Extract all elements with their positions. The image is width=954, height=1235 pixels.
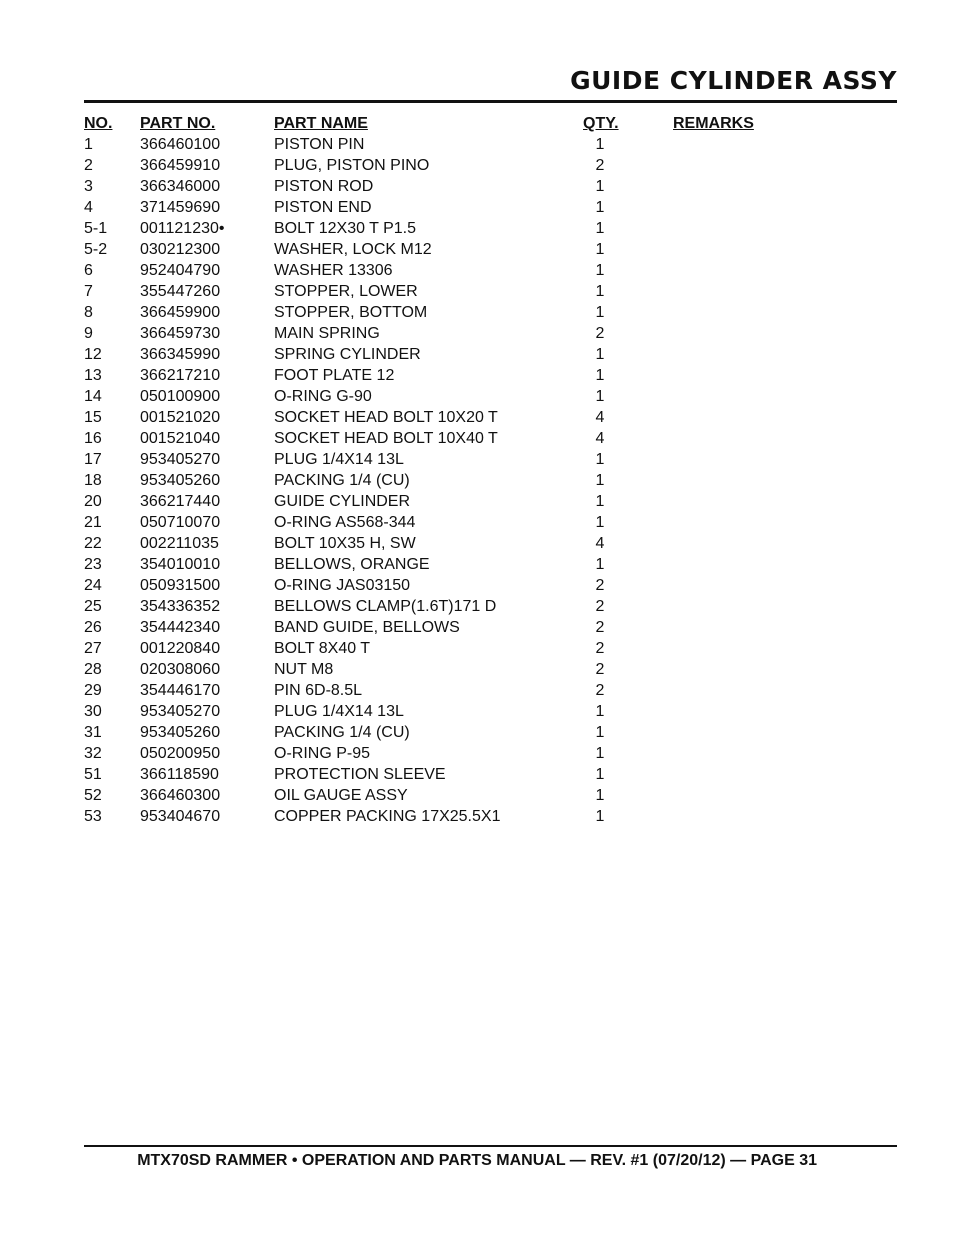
table-row xyxy=(84,575,897,596)
header-part-no: PART NO. xyxy=(140,115,216,132)
cell-no: 22 xyxy=(84,535,102,552)
table-row xyxy=(84,281,897,302)
cell-no: 53 xyxy=(84,808,102,825)
cell-part-name: STOPPER, LOWER xyxy=(274,283,418,300)
cell-qty: 2 xyxy=(595,598,605,615)
cell-no: 20 xyxy=(84,493,102,510)
cell-qty: 1 xyxy=(595,199,605,216)
cell-qty: 1 xyxy=(595,493,605,510)
cell-qty: 4 xyxy=(595,535,605,552)
cell-part-no: 354010010 xyxy=(140,556,221,573)
cell-part-name: BOLT 10X35 H, SW xyxy=(274,535,416,552)
cell-qty: 2 xyxy=(595,157,605,174)
header-remarks: REMARKS xyxy=(673,115,754,132)
cell-part-no: 953405260 xyxy=(140,724,221,741)
cell-part-name: SOCKET HEAD BOLT 10X20 T xyxy=(274,409,498,426)
table-row xyxy=(84,596,897,617)
cell-part-no: 366217210 xyxy=(140,367,221,384)
cell-part-no: 366346000 xyxy=(140,178,221,195)
cell-no: 32 xyxy=(84,745,102,762)
cell-no: 5-2 xyxy=(84,241,108,258)
cell-qty: 2 xyxy=(595,619,605,636)
cell-part-name: FOOT PLATE 12 xyxy=(274,367,395,384)
cell-no: 8 xyxy=(84,304,93,321)
cell-no: 5-1 xyxy=(84,220,108,237)
cell-part-name: BOLT 12X30 T P1.5 xyxy=(274,220,417,237)
cell-qty: 1 xyxy=(595,346,605,363)
table-row xyxy=(84,302,897,323)
cell-part-no: 001521020 xyxy=(140,409,221,426)
cell-qty: 1 xyxy=(595,808,605,825)
table-row xyxy=(84,491,897,512)
cell-qty: 1 xyxy=(595,283,605,300)
table-row xyxy=(84,365,897,386)
cell-part-name: COPPER PACKING 17X25.5X1 xyxy=(274,808,501,825)
table-row xyxy=(84,323,897,344)
cell-part-name: BAND GUIDE, BELLOWS xyxy=(274,619,460,636)
cell-part-no: 366345990 xyxy=(140,346,221,363)
table-row xyxy=(84,407,897,428)
header-no: NO. xyxy=(84,115,113,132)
cell-qty: 2 xyxy=(595,577,605,594)
cell-part-name: PROTECTION SLEEVE xyxy=(274,766,446,783)
cell-part-no: 050931500 xyxy=(140,577,221,594)
cell-no: 15 xyxy=(84,409,102,426)
cell-part-name: O-RING G-90 xyxy=(274,388,372,405)
cell-part-no: 953405270 xyxy=(140,451,221,468)
cell-part-no: 050710070 xyxy=(140,514,221,531)
cell-part-no: 354442340 xyxy=(140,619,221,636)
cell-part-name: STOPPER, BOTTOM xyxy=(274,304,428,321)
table-row xyxy=(84,134,897,155)
cell-part-name: PISTON PIN xyxy=(274,136,365,153)
title-rule xyxy=(84,100,897,103)
table-row xyxy=(84,659,897,680)
cell-part-name: PACKING 1/4 (CU) xyxy=(274,472,410,489)
table-row xyxy=(84,638,897,659)
cell-qty: 2 xyxy=(595,682,605,699)
cell-part-name: SPRING CYLINDER xyxy=(274,346,421,363)
cell-part-name: BELLOWS, ORANGE xyxy=(274,556,430,573)
cell-qty: 1 xyxy=(595,451,605,468)
cell-part-no: 366459900 xyxy=(140,304,221,321)
table-row xyxy=(84,344,897,365)
cell-part-no: 952404790 xyxy=(140,262,221,279)
parts-table xyxy=(84,113,897,827)
cell-part-no: 050100900 xyxy=(140,388,221,405)
cell-qty: 1 xyxy=(595,220,605,237)
cell-no: 13 xyxy=(84,367,102,384)
cell-part-no: 001521040 xyxy=(140,430,221,447)
cell-qty: 2 xyxy=(595,640,605,657)
cell-no: 17 xyxy=(84,451,102,468)
table-row xyxy=(84,218,897,239)
cell-qty: 1 xyxy=(595,745,605,762)
cell-part-no: 001220840 xyxy=(140,640,221,657)
cell-qty: 2 xyxy=(595,325,605,342)
cell-part-no: 020308060 xyxy=(140,661,221,678)
cell-part-no: 366459910 xyxy=(140,157,221,174)
cell-qty: 1 xyxy=(595,136,605,153)
cell-part-name: OIL GAUGE ASSY xyxy=(274,787,408,804)
cell-no: 28 xyxy=(84,661,102,678)
cell-part-name: PLUG, PISTON PINO xyxy=(274,157,430,174)
cell-no: 18 xyxy=(84,472,102,489)
cell-part-no: 366460100 xyxy=(140,136,221,153)
table-row xyxy=(84,764,897,785)
cell-part-name: PLUG 1/4X14 13L xyxy=(274,451,404,468)
cell-qty: 1 xyxy=(595,178,605,195)
cell-qty: 4 xyxy=(595,430,605,447)
cell-part-no: 355447260 xyxy=(140,283,221,300)
cell-no: 21 xyxy=(84,514,102,531)
table-row xyxy=(84,806,897,827)
cell-part-name: WASHER, LOCK M12 xyxy=(274,241,432,258)
cell-qty: 2 xyxy=(595,661,605,678)
table-row xyxy=(84,617,897,638)
table-row xyxy=(84,554,897,575)
table-row xyxy=(84,386,897,407)
cell-part-no: 354446170 xyxy=(140,682,221,699)
cell-no: 4 xyxy=(84,199,93,216)
cell-qty: 1 xyxy=(595,304,605,321)
cell-no: 2 xyxy=(84,157,93,174)
cell-no: 6 xyxy=(84,262,93,279)
cell-part-name: BOLT 8X40 T xyxy=(274,640,371,657)
header-qty: QTY. xyxy=(583,115,619,132)
cell-qty: 1 xyxy=(595,556,605,573)
cell-no: 27 xyxy=(84,640,102,657)
cell-qty: 1 xyxy=(595,787,605,804)
cell-no: 23 xyxy=(84,556,102,573)
cell-qty: 1 xyxy=(595,472,605,489)
cell-part-name: SOCKET HEAD BOLT 10X40 T xyxy=(274,430,498,447)
cell-part-no: 050200950 xyxy=(140,745,221,762)
cell-no: 3 xyxy=(84,178,93,195)
cell-no: 9 xyxy=(84,325,93,342)
cell-part-name: WASHER 13306 xyxy=(274,262,393,279)
table-row xyxy=(84,155,897,176)
table-row xyxy=(84,533,897,554)
cell-part-name: PISTON END xyxy=(274,199,372,216)
table-row xyxy=(84,701,897,722)
cell-part-no: 953405260 xyxy=(140,472,221,489)
cell-no: 14 xyxy=(84,388,102,405)
cell-part-name: GUIDE CYLINDER xyxy=(274,493,411,510)
cell-no: 31 xyxy=(84,724,102,741)
cell-part-no: 953405270 xyxy=(140,703,221,720)
cell-no: 30 xyxy=(84,703,102,720)
table-row xyxy=(84,197,897,218)
cell-qty: 1 xyxy=(595,703,605,720)
cell-qty: 1 xyxy=(595,241,605,258)
cell-no: 51 xyxy=(84,766,102,783)
cell-part-no: 366459730 xyxy=(140,325,221,342)
table-row xyxy=(84,239,897,260)
table-row xyxy=(84,785,897,806)
cell-no: 26 xyxy=(84,619,102,636)
cell-part-name: PLUG 1/4X14 13L xyxy=(274,703,404,720)
cell-part-name: MAIN SPRING xyxy=(274,325,380,342)
cell-no: 29 xyxy=(84,682,102,699)
table-row xyxy=(84,470,897,491)
cell-no: 16 xyxy=(84,430,102,447)
table-row xyxy=(84,512,897,533)
header-part-name: PART NAME xyxy=(274,115,368,132)
table-row xyxy=(84,176,897,197)
cell-part-no: 366118590 xyxy=(140,766,219,783)
cell-part-name: PISTON ROD xyxy=(274,178,374,195)
cell-qty: 1 xyxy=(595,724,605,741)
cell-part-name: NUT M8 xyxy=(274,661,334,678)
cell-part-no: 366460300 xyxy=(140,787,221,804)
cell-qty: 1 xyxy=(595,262,605,279)
cell-no: 12 xyxy=(84,346,102,363)
cell-part-name: PIN 6D-8.5L xyxy=(274,682,363,699)
cell-no: 25 xyxy=(84,598,102,615)
cell-part-no: 030212300 xyxy=(140,241,221,258)
cell-part-name: BELLOWS CLAMP(1.6T)171 D xyxy=(274,598,497,615)
cell-no: 1 xyxy=(84,136,93,153)
cell-part-no: 953404670 xyxy=(140,808,221,825)
footer-rule xyxy=(84,1145,897,1147)
cell-part-no: 366217440 xyxy=(140,493,221,510)
cell-no: 7 xyxy=(84,283,93,300)
page-title: GUIDE CYLINDER ASSY xyxy=(570,66,897,95)
cell-part-no: 002211035 xyxy=(140,535,219,552)
table-header-row xyxy=(84,113,897,134)
page-footer: MTX70SD RAMMER • OPERATION AND PARTS MANUAL — REV. #1 (07/20/12) — PAGE 31 xyxy=(137,1152,817,1169)
cell-part-no: 354336352 xyxy=(140,598,221,615)
cell-part-no: 001121230• xyxy=(140,220,225,237)
table-row xyxy=(84,680,897,701)
cell-qty: 1 xyxy=(595,388,605,405)
cell-part-no: 371459690 xyxy=(140,199,221,216)
table-row xyxy=(84,449,897,470)
cell-part-name: O-RING P-95 xyxy=(274,745,371,762)
cell-qty: 1 xyxy=(595,766,605,783)
table-row xyxy=(84,260,897,281)
cell-qty: 1 xyxy=(595,514,605,531)
table-body xyxy=(84,134,897,827)
cell-part-name: O-RING AS568-344 xyxy=(274,514,416,531)
cell-qty: 4 xyxy=(595,409,605,426)
cell-qty: 1 xyxy=(595,367,605,384)
cell-no: 52 xyxy=(84,787,102,804)
table-row xyxy=(84,428,897,449)
cell-part-name: O-RING JAS03150 xyxy=(274,577,411,594)
cell-no: 24 xyxy=(84,577,102,594)
table-row xyxy=(84,743,897,764)
table-row xyxy=(84,722,897,743)
cell-part-name: PACKING 1/4 (CU) xyxy=(274,724,410,741)
